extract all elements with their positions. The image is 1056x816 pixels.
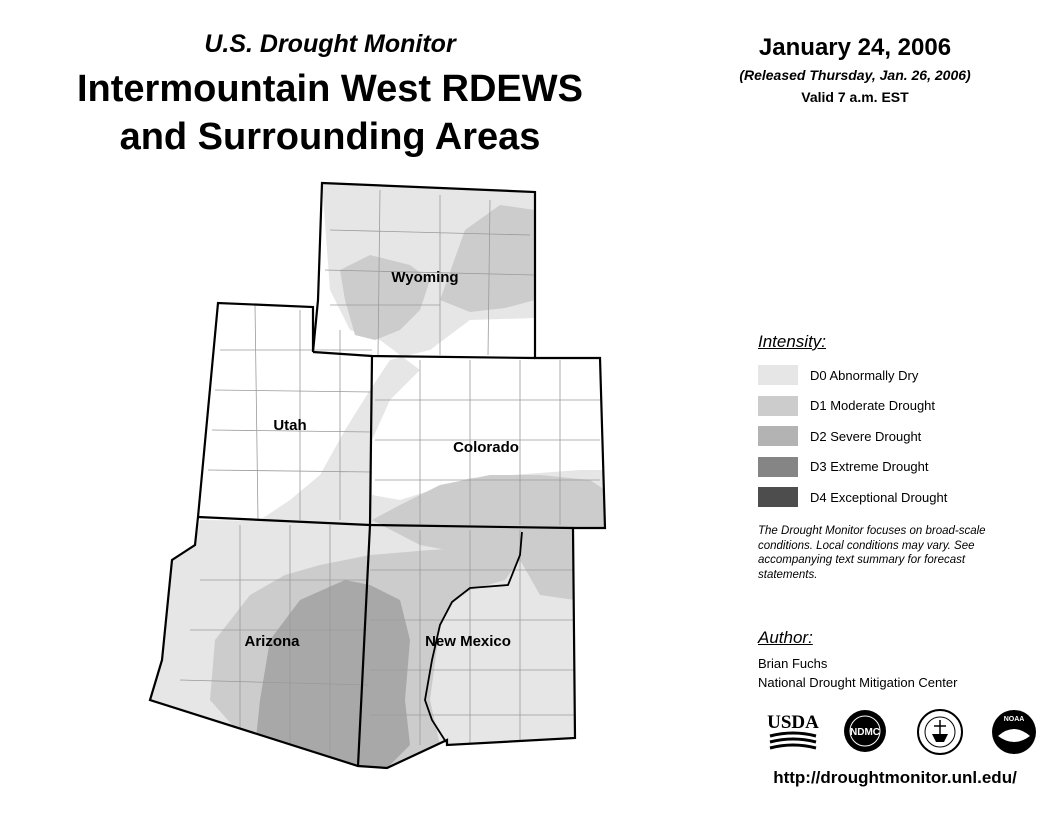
legend-swatch-d1	[758, 396, 798, 416]
noaa-logo	[990, 708, 1038, 756]
state-label-new-mexico: New Mexico	[425, 633, 511, 650]
author-heading: Author:	[758, 628, 813, 647]
map-subtitle: U.S. Drought Monitor	[204, 30, 456, 58]
usda-logo	[766, 708, 820, 754]
legend	[758, 332, 1018, 513]
legend-label-d2: D2 Severe Drought	[810, 428, 922, 444]
legend-item-d0	[758, 360, 1018, 391]
legend-item-d3	[758, 452, 1018, 483]
legend-swatch-d0	[758, 365, 798, 385]
website-url[interactable]: http://droughtmonitor.unl.edu/	[773, 768, 1017, 787]
partner-logos	[762, 708, 1048, 758]
release-date: (Released Thursday, Jan. 26, 2006)	[739, 67, 971, 83]
author-organization: National Drought Mitigation Center	[758, 675, 958, 690]
legend-swatch-d3	[758, 457, 798, 477]
legend-item-d2	[758, 421, 1018, 452]
state-label-utah: Utah	[273, 417, 307, 434]
svg-text:NDMC: NDMC	[850, 727, 880, 738]
author-name: Brian Fuchs	[758, 656, 828, 671]
map-title-line-2: and Surrounding Areas	[119, 116, 541, 158]
ndmc-logo	[842, 708, 888, 754]
disclaimer-note: The Drought Monitor focuses on broad-scale conditions. Local conditions may vary. See accompanying text summary for forecast statements.	[758, 525, 986, 581]
svg-text:USDA: USDA	[767, 712, 819, 733]
drought-shading	[140, 175, 620, 775]
legend-item-d4	[758, 482, 1018, 513]
valid-time: Valid 7 a.m. EST	[801, 89, 909, 105]
state-label-colorado: Colorado	[453, 439, 519, 456]
legend-title: Intensity:	[758, 332, 827, 351]
legend-swatch-d4	[758, 487, 798, 507]
legend-label-d3: D3 Extreme Drought	[810, 459, 929, 475]
state-label-wyoming: Wyoming	[391, 269, 459, 286]
legend-label-d0: D0 Abnormally Dry	[810, 367, 919, 383]
drought-map	[140, 175, 620, 775]
legend-swatch-d2	[758, 426, 798, 446]
state-label-arizona: Arizona	[244, 633, 300, 650]
legend-label-d4: D4 Exceptional Drought	[810, 489, 948, 505]
map-date: January 24, 2006	[758, 34, 952, 61]
legend-label-d1: D1 Moderate Drought	[810, 398, 936, 414]
legend-item-d1	[758, 391, 1018, 422]
svg-text:NOAA: NOAA	[1003, 716, 1025, 723]
commerce-seal-icon	[916, 708, 964, 756]
map-title-line-1: Intermountain West RDEWS	[77, 68, 583, 110]
